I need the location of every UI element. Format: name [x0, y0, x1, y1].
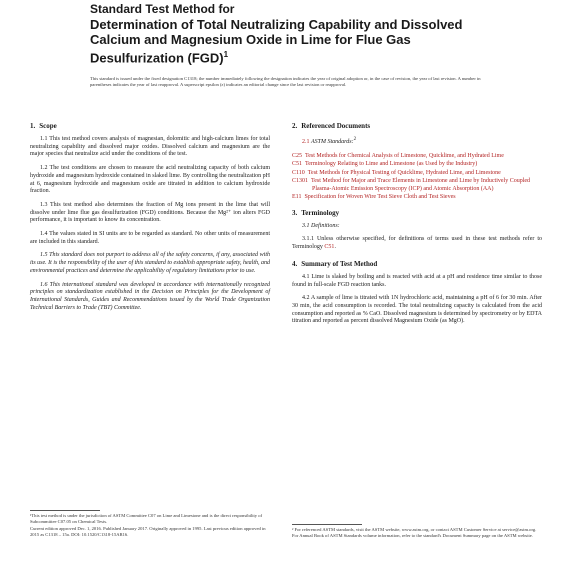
title-prefix: Standard Test Method for	[90, 2, 235, 16]
paragraph-text-end: .	[334, 244, 336, 251]
paragraph-4-1: 4.1 Lime is slaked by boiling and is reacted with acid at a pH and residence time similar to those found in full-scale FGD reaction tanks.	[292, 273, 542, 288]
designation-preamble: This standard is issued under the fixed designation C1318; the number immediately following the designation indicates the year of original adoption or, in the case of revision, the year of last revision. A number in parentheses indicates the year of last reapproval. A superscript epsilon (ε) indicates an editorial change since the last revision or reapproval.	[90, 76, 481, 87]
reference-item[interactable]	[292, 161, 542, 169]
paragraph-1-2: 1.2 The test conditions are chosen to measure the acid neutralizing capacity of both calcium hydroxide and magnesium hydroxide contained in slaked lime. By controlling the neutralization pH at 6, magnesium hydroxide and magnesium oxide are titrated in addition to calcium hydroxide fraction.	[30, 165, 270, 195]
section-heading-terminology	[292, 209, 542, 217]
reference-code[interactable]: E11	[292, 194, 302, 201]
section-title: Terminology	[301, 208, 340, 217]
ref-intro: ASTM Standards:	[311, 139, 354, 145]
footnote-left	[30, 513, 270, 537]
right-column	[292, 122, 542, 332]
section-title: Summary of Test Method	[301, 259, 378, 268]
reference-title[interactable]: Specification for Woven Wire Test Sieve Cloth and Test Sieves	[304, 194, 456, 201]
footnote-rule-left	[30, 510, 100, 511]
reference-code[interactable]: C51	[292, 161, 303, 168]
section-number: 1.	[30, 122, 36, 130]
reference-item[interactable]	[292, 153, 542, 161]
reference-link[interactable]: C51	[324, 244, 335, 251]
reference-code[interactable]: C1301	[292, 178, 309, 185]
reference-title[interactable]: Test Methods for Chemical Analysis of Limestone, Quicklime, and Hydrated Lime	[305, 152, 504, 159]
reference-title[interactable]: Test Method for Major and Trace Elements in Limestone and Lime by Inductively Coupled Plasma-Atomic Emission Spectroscopy (ICP) and Atomic Absorption (AA)	[311, 178, 531, 192]
reference-item[interactable]	[292, 194, 542, 202]
paragraph-1-5: 1.5 This standard does not purport to address all of the safety concerns, if any, associated with its use. It is the responsibility of the user of this standard to establish appropriate safety, health, and environmental practices and determine the applicability of regulatory limitations prior to use.	[30, 252, 270, 274]
section-heading-referenced	[292, 122, 542, 130]
reference-title[interactable]: Terminology Relating to Lime and Limestone (as Used by the Industry)	[305, 161, 478, 168]
reference-title[interactable]: Test Methods for Physical Testing of Quicklime, Hydrated Lime, and Limestone	[307, 169, 501, 176]
paragraph-text: 3.1.1 Unless otherwise specified, for definitions of terms used in these test methods refer to Terminology	[292, 236, 542, 251]
section-number: 4.	[292, 259, 298, 268]
paragraph-1-6: 1.6 This international standard was developed in accordance with internationally recognized principles on standardization established in the Decision on Principles for the Development of International Standards, Guides and Recommendations issued by the World Trade Organization Technical Barriers to Trade (TBT) Committee.	[30, 281, 270, 311]
reference-code[interactable]: C110	[292, 169, 305, 176]
paragraph-2-1	[292, 136, 542, 147]
footnote-rule-right	[292, 524, 362, 525]
section-title: Referenced Documents	[301, 122, 371, 130]
paragraph-1-3: 1.3 This test method also determines the fraction of Mg ions present in the lime that will dissolve under lime flue gas desulfurization (FGD) conditions. Because the Mg²⁺ ion alters FGD performance, it is important to know its concentration.	[30, 201, 270, 224]
footnote-mark: 2	[353, 137, 357, 142]
footnote-1: ¹This test method is under the jurisdiction of ASTM Committee C07 on Lime and Limestone and is the direct responsibility of Subcommittee C07.05 on Chemical Tests.	[30, 513, 263, 524]
footnote-right: ² For referenced ASTM standards, visit the ASTM website, www.astm.org, or contact ASTM Customer Service at service@astm.org. For Annual Book of ASTM Standards volume information, refer to the standard's Document Summary page on the ASTM website.	[292, 527, 537, 538]
section-heading-scope	[30, 122, 270, 130]
title-main: Determination of Total Neutralizing Capability and Dissolved Calcium and Magnesium Oxide in Lime for Flue Gas Desulfurization (FGD)	[90, 17, 463, 66]
paragraph-1-4: 1.4 The values stated in SI units are to be regarded as standard. No other units of measurement are included in this standard.	[30, 231, 270, 245]
paragraph-3-1: 3.1 Definitions:	[302, 222, 340, 229]
left-column	[30, 122, 270, 318]
document-title	[90, 2, 490, 65]
title-footnote-mark: 1	[223, 50, 229, 59]
section-heading-summary	[292, 260, 542, 268]
reference-item[interactable]	[292, 178, 542, 193]
section-number: 3.	[292, 208, 298, 217]
paragraph-1-1: 1.1 This test method covers analysis of magnesian, dolomitic and high-calcium limes for total neutralizing capability and dissolved major oxides. Dissolved calcium and magnesium are the major species that neutralize acid under the conditions of the test.	[30, 136, 270, 158]
section-title: Scope	[39, 122, 57, 130]
reference-code[interactable]: C25	[292, 152, 303, 159]
reference-list	[292, 153, 542, 202]
footnote-edition: Current edition approved Dec. 1, 2016. Published January 2017. Originally approved in 1995. Last previous edition approved in 2015 as C1318 – 15a. DOI: 10.1520/C1318-15AR16.	[30, 526, 266, 537]
section-number: 2.	[292, 122, 298, 130]
ref-number: 2.1	[302, 139, 310, 145]
paragraph-4-2: 4.2 A sample of lime is titrated with 1N hydrochloric acid, maintaining a pH of 6 for 30 min. After 30 min, the acid consumption is recorded. The total neutralizing capacity is calculated from the acid consumption and reported as % CaO. Dissolved magnesium is determined by spectrometry or by EDTA titration and reported as percent dissolved Magnesium Oxide (as MgO).	[292, 295, 542, 325]
paragraph-3-1-1	[292, 236, 542, 251]
reference-item[interactable]	[292, 170, 542, 178]
